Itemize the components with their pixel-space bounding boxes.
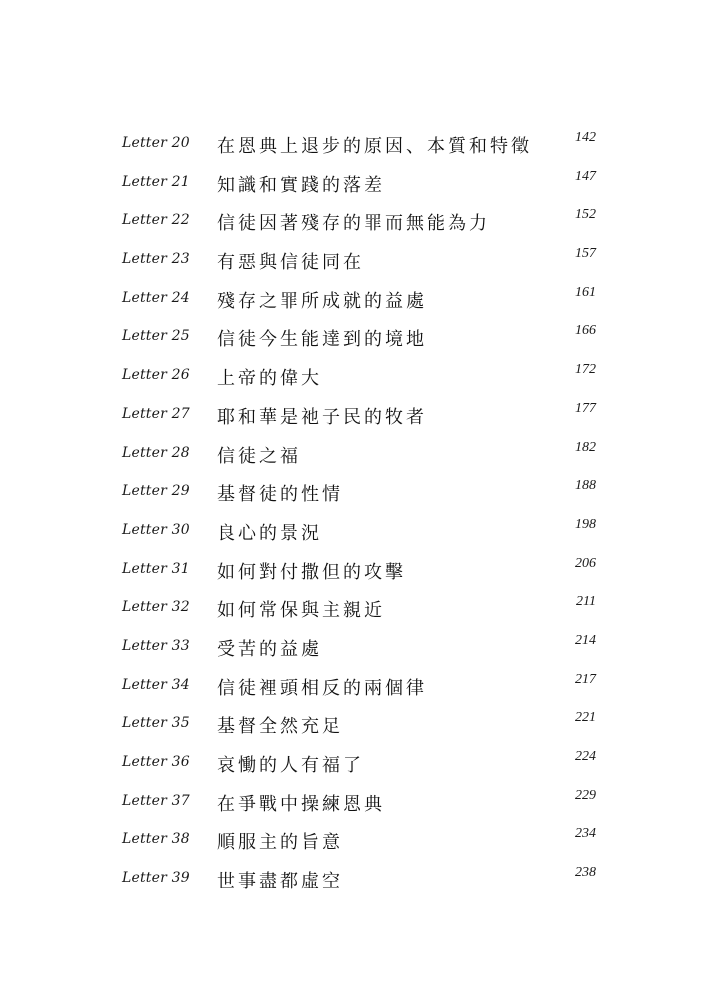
toc-entry xyxy=(0,473,714,512)
chapter-title: 基督徒的性情 xyxy=(217,484,343,506)
chapter-title: 世事盡都虛空 xyxy=(217,871,343,893)
letter-number: Letter 37 xyxy=(122,792,190,809)
chapter-title: 信徒裡頭相反的兩個律 xyxy=(217,677,427,699)
page-number: 177 xyxy=(575,400,596,416)
chapter-title: 哀慟的人有福了 xyxy=(217,755,364,776)
letter-number: Letter 20 xyxy=(122,135,190,151)
toc-entry xyxy=(0,705,714,744)
chapter-title: 順服主的旨意 xyxy=(217,832,343,854)
toc-entry xyxy=(0,396,714,435)
toc-entry xyxy=(0,821,714,860)
chapter-title: 耶和華是祂子民的牧者 xyxy=(217,406,427,428)
letter-number: Letter 38 xyxy=(122,831,190,848)
page-number: 211 xyxy=(576,594,596,610)
toc-entry xyxy=(0,744,714,783)
chapter-title: 信徒因著殘存的罪而無能為力 xyxy=(217,213,490,235)
page-number: 152 xyxy=(575,207,596,223)
letter-number: Letter 23 xyxy=(122,251,190,268)
chapter-title: 如何常保與主親近 xyxy=(217,600,385,622)
letter-number: Letter 35 xyxy=(122,715,190,732)
chapter-title: 信徒今生能達到的境地 xyxy=(217,329,427,351)
chapter-title: 上帝的偉大 xyxy=(217,368,322,390)
letter-number: Letter 36 xyxy=(122,754,190,770)
toc-entry xyxy=(0,357,714,396)
toc-entry xyxy=(0,512,714,551)
page-number: 172 xyxy=(575,362,596,378)
page-number: 217 xyxy=(575,671,596,687)
page-number: 157 xyxy=(575,246,596,262)
page-number: 198 xyxy=(575,516,596,532)
letter-number: Letter 22 xyxy=(122,212,190,229)
page-number: 214 xyxy=(575,632,596,648)
chapter-title: 在恩典上退步的原因、本質和特徵 xyxy=(217,136,532,157)
page-number: 142 xyxy=(575,130,596,145)
toc-entry xyxy=(0,860,714,899)
toc-entry xyxy=(0,551,714,590)
letter-number: Letter 33 xyxy=(122,637,190,654)
chapter-title: 有惡與信徒同在 xyxy=(217,252,364,274)
chapter-title: 基督全然充足 xyxy=(217,716,343,738)
toc-entry xyxy=(0,241,714,280)
toc-entry xyxy=(0,125,714,164)
letter-number: Letter 30 xyxy=(122,521,190,538)
toc-entry xyxy=(0,667,714,706)
page-number: 229 xyxy=(575,787,596,803)
toc-entry xyxy=(0,164,714,203)
toc-entry xyxy=(0,628,714,667)
page-number: 147 xyxy=(575,168,596,184)
toc-entry xyxy=(0,318,714,357)
chapter-title: 良心的景況 xyxy=(217,522,322,544)
toc-entry xyxy=(0,280,714,319)
letter-number: Letter 24 xyxy=(122,289,190,306)
chapter-title: 殘存之罪所成就的益處 xyxy=(217,290,427,312)
chapter-title: 知識和實踐的落差 xyxy=(217,174,385,196)
page-number: 234 xyxy=(575,826,596,842)
toc-entry xyxy=(0,589,714,628)
letter-number: Letter 28 xyxy=(122,444,190,461)
letter-number: Letter 39 xyxy=(122,870,190,887)
chapter-title: 在爭戰中操練恩典 xyxy=(217,793,385,815)
page-number: 224 xyxy=(575,749,596,764)
letter-number: Letter 21 xyxy=(122,173,190,190)
letter-number: Letter 26 xyxy=(122,367,190,384)
page-number: 221 xyxy=(575,710,596,726)
page-number: 182 xyxy=(575,439,596,455)
chapter-title: 信徒之福 xyxy=(217,445,301,467)
letter-number: Letter 27 xyxy=(122,405,190,422)
page-number: 238 xyxy=(575,865,596,881)
toc-entry xyxy=(0,435,714,474)
page-number: 166 xyxy=(575,323,596,339)
chapter-title: 如何對付撒但的攻擊 xyxy=(217,561,406,583)
page-number: 206 xyxy=(575,555,596,571)
page-number: 161 xyxy=(575,284,596,300)
table-of-contents xyxy=(0,125,714,899)
page-number: 188 xyxy=(575,478,596,494)
letter-number: Letter 34 xyxy=(122,676,190,693)
letter-number: Letter 32 xyxy=(122,599,190,616)
letter-number: Letter 29 xyxy=(122,483,190,500)
chapter-title: 受苦的益處 xyxy=(217,638,322,660)
toc-entry xyxy=(0,783,714,822)
toc-entry xyxy=(0,202,714,241)
letter-number: Letter 25 xyxy=(122,328,190,345)
letter-number: Letter 31 xyxy=(122,560,190,577)
